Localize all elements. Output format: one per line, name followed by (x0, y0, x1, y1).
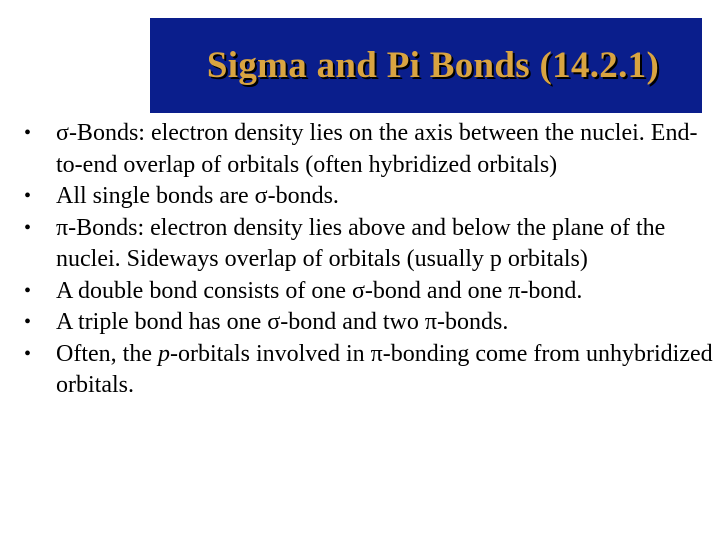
bullet-text (56, 118, 714, 181)
text-segment: π-Bonds: electron density lies above and below the plane of the nuclei. Sideways overlap of orbitals (usually p orbitals) (56, 214, 666, 272)
bullet-marker: • (24, 311, 32, 333)
bullet-text (56, 276, 714, 308)
bullet-marker: • (24, 342, 32, 365)
text-segment: All single bonds are σ-bonds. (56, 183, 339, 209)
italic-term: p (157, 340, 170, 367)
text-segment: A double bond consists of one σ-bond and one π-bond. (56, 277, 583, 304)
bullet-text (56, 213, 714, 276)
bullet-list (24, 118, 714, 402)
text-segment: Often, the (56, 340, 158, 367)
bullet-item (24, 276, 714, 308)
slide-title: Sigma and Pi Bonds (14.2.1) (206, 45, 660, 86)
bullet-text (56, 307, 714, 339)
bullet-item (24, 118, 714, 181)
bullet-item (24, 339, 714, 402)
text-segment: σ-Bonds: electron density lies on the axis between the nuclei. End-to-end overlap of orbitals (often hybridized orbitals) (56, 120, 698, 178)
bullet-item (24, 213, 714, 276)
bullet-marker: • (24, 185, 32, 207)
bullet-text (56, 339, 714, 402)
bullet-marker: • (24, 279, 32, 302)
bullet-marker: • (24, 122, 32, 144)
title-banner (150, 18, 702, 113)
text-segment: A triple bond has one σ-bond and two π-bonds. (56, 309, 509, 335)
bullet-item (24, 181, 714, 213)
bullet-marker: • (24, 216, 32, 239)
bullet-text (56, 181, 714, 213)
text-segment: -orbitals involved in π-bonding come from unhybridized orbitals. (56, 340, 713, 398)
bullet-item (24, 307, 714, 339)
